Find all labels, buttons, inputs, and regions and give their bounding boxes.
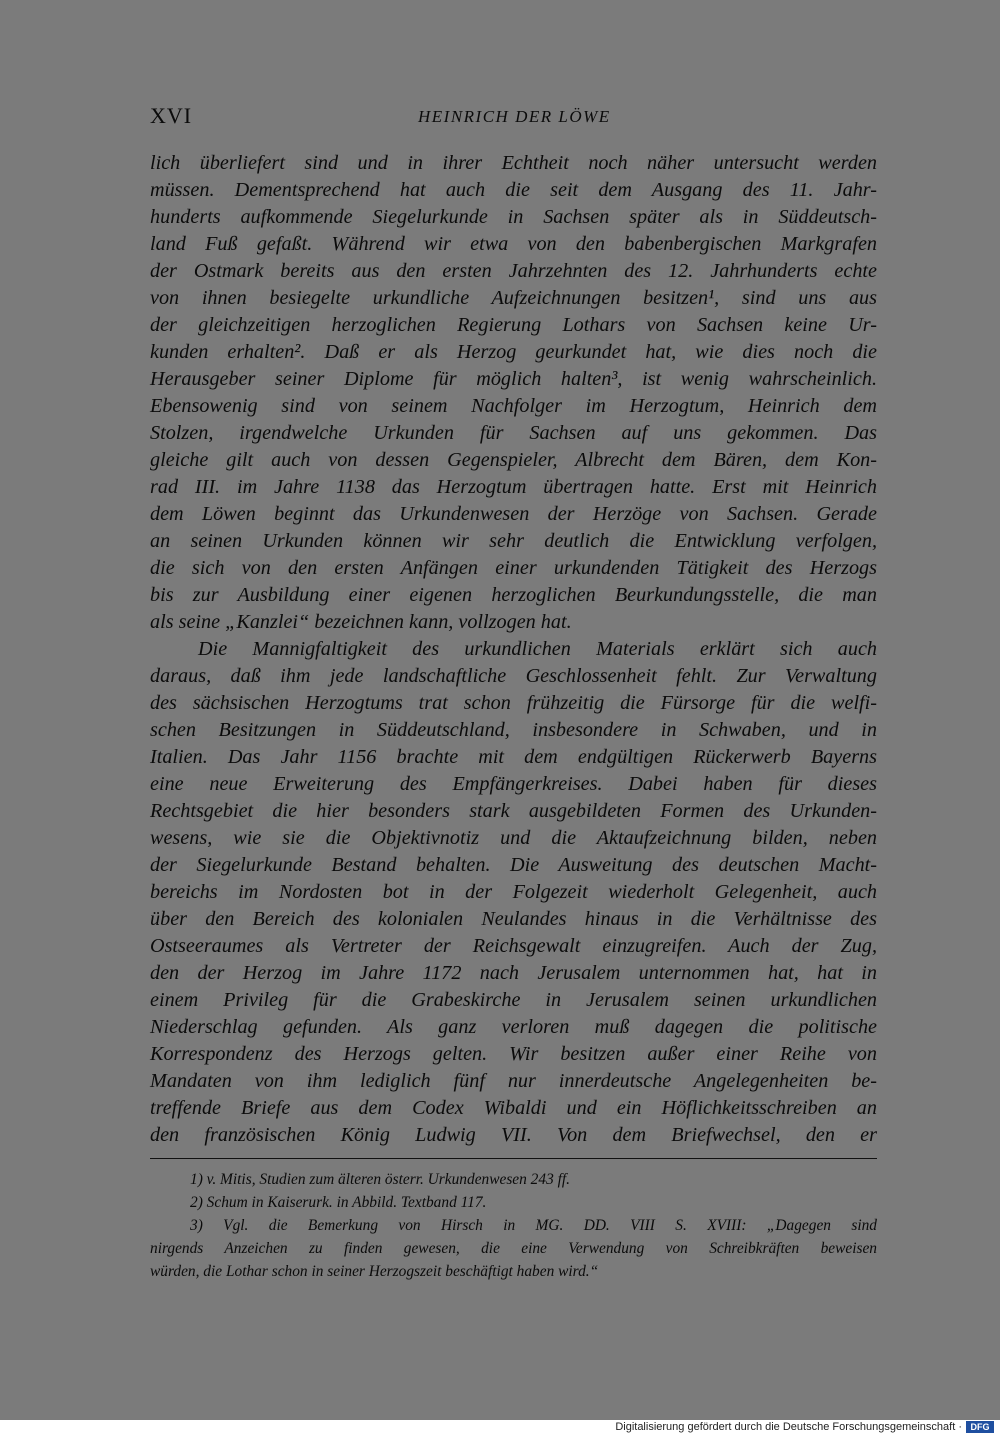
text-line: Mandaten von ihm lediglich fünf nur innerdeutsche Angelegenheiten be-	[150, 1070, 877, 1092]
footnote-continuation: nirgends Anzeichen zu finden gewesen, die eine Verwendung von Schreibkräften beweisen	[150, 1240, 877, 1257]
digitization-footer	[0, 1420, 1000, 1435]
text-line: Rechtsgebiet die hier besonders stark ausgebildeten Formen des Urkunden-	[150, 800, 877, 822]
funding-credit: Digitalisierung gefördert durch die Deutsche Forschungsgemeinschaft ·	[615, 1421, 962, 1433]
running-title: HEINRICH DER LÖWE	[418, 107, 611, 126]
text-line: hunderts aufkommende Siegelurkunde in Sachsen später als in Süddeutsch-	[150, 206, 877, 228]
dfg-logo: DFG	[966, 1421, 994, 1433]
text-line: bereichs im Nordosten bot in der Folgezeit wiederholt Gelegenheit, auch	[150, 881, 877, 903]
text-line: des sächsischen Herzogtums trat schon frühzeitig die Fürsorge für die welfi-	[150, 692, 877, 714]
footnote: 1) v. Mitis, Studien zum älteren österr. Urkundenwesen 243 ff.	[190, 1171, 571, 1188]
text-line: kunden erhalten². Daß er als Herzog geurkundet hat, wie dies noch die	[150, 341, 877, 363]
text-line: Korrespondenz des Herzogs gelten. Wir besitzen außer einer Reihe von	[150, 1043, 877, 1065]
text-line: dem Löwen beginnt das Urkundenwesen der Herzöge von Sachsen. Gerade	[150, 503, 877, 525]
text-line: Italien. Das Jahr 1156 brachte mit dem endgültigen Rückerwerb Bayerns	[150, 746, 877, 768]
text-line: bis zur Ausbildung einer eigenen herzoglichen Beurkundungsstelle, die man	[150, 584, 877, 606]
body-text	[150, 150, 877, 1149]
text-line: Stolzen, irgendwelche Urkunden für Sachsen auf uns gekommen. Das	[150, 422, 877, 444]
text-line: an seinen Urkunden können wir sehr deutlich die Entwicklung verfolgen,	[150, 530, 877, 552]
text-line: über den Bereich des kolonialen Neulandes hinaus in die Verhältnisse des	[150, 908, 877, 930]
footnote-continuation: würden, die Lothar schon in seiner Herzogszeit beschäftigt haben wird.“	[150, 1263, 599, 1280]
text-line: müssen. Dementsprechend hat auch die seit dem Ausgang des 11. Jahr-	[150, 179, 877, 201]
text-line: lich überliefert sind und in ihrer Echtheit noch näher untersucht werden	[150, 152, 877, 174]
page-header	[150, 103, 877, 133]
text-line: land Fuß gefaßt. Während wir etwa von den babenbergischen Markgrafen	[150, 233, 877, 255]
text-line: Ostseeraumes als Vertreter der Reichsgewalt einzugreifen. Auch der Zug,	[150, 935, 877, 957]
footnote-divider	[150, 1158, 877, 1159]
text-line: der Siegelurkunde Bestand behalten. Die Ausweitung des deutschen Macht-	[150, 854, 877, 876]
text-line: der gleichzeitigen herzoglichen Regierung Lothars von Sachsen keine Ur-	[150, 314, 877, 336]
text-line: einem Privileg für die Grabeskirche in Jerusalem seinen urkundlichen	[150, 989, 877, 1011]
text-line: von ihnen besiegelte urkundliche Aufzeichnungen besitzen¹, sind uns aus	[150, 287, 877, 309]
footnote: 3) Vgl. die Bemerkung von Hirsch in MG. DD. VIII S. XVIII: „Dagegen sind	[190, 1217, 877, 1234]
footnote: 2) Schum in Kaiserurk. in Abbild. Textband 117.	[190, 1194, 487, 1211]
text-line: den französischen König Ludwig VII. Von dem Briefwechsel, den er	[150, 1124, 877, 1146]
page-number: XVI	[150, 103, 193, 128]
text-line: die sich von den ersten Anfängen einer urkundenden Tätigkeit des Herzogs	[150, 557, 877, 579]
text-line: schen Besitzungen in Süddeutschland, insbesondere in Schwaben, und in	[150, 719, 877, 741]
text-line: rad III. im Jahre 1138 das Herzogtum übertragen hatte. Erst mit Heinrich	[150, 476, 877, 498]
text-line: Ebensowenig sind von seinem Nachfolger im Herzogtum, Heinrich dem	[150, 395, 877, 417]
footnotes	[150, 1168, 877, 1283]
text-line: den der Herzog im Jahre 1172 nach Jerusalem unternommen hat, hat in	[150, 962, 877, 984]
text-line: als seine „Kanzlei“ bezeichnen kann, vollzogen hat.	[150, 611, 572, 633]
text-line: Herausgeber seiner Diplome für möglich halten³, ist wenig wahrscheinlich.	[150, 368, 877, 390]
text-line: gleiche gilt auch von dessen Gegenspieler, Albrecht dem Bären, dem Kon-	[150, 449, 877, 471]
text-line: der Ostmark bereits aus den ersten Jahrzehnten des 12. Jahrhunderts echte	[150, 260, 877, 282]
text-line: Niederschlag gefunden. Als ganz verloren muß dagegen die politische	[150, 1016, 877, 1038]
text-line: daraus, daß ihm jede landschaftliche Geschlossenheit fehlt. Zur Verwaltung	[150, 665, 877, 687]
text-line: wesens, wie sie die Objektivnotiz und die Aktaufzeichnung bilden, neben	[150, 827, 877, 849]
text-line: treffende Briefe aus dem Codex Wibaldi und ein Höflichkeitsschreiben an	[150, 1097, 877, 1119]
text-line: Die Mannigfaltigkeit des urkundlichen Materials erklärt sich auch	[198, 638, 877, 660]
text-line: eine neue Erweiterung des Empfängerkreises. Dabei haben für dieses	[150, 773, 877, 795]
